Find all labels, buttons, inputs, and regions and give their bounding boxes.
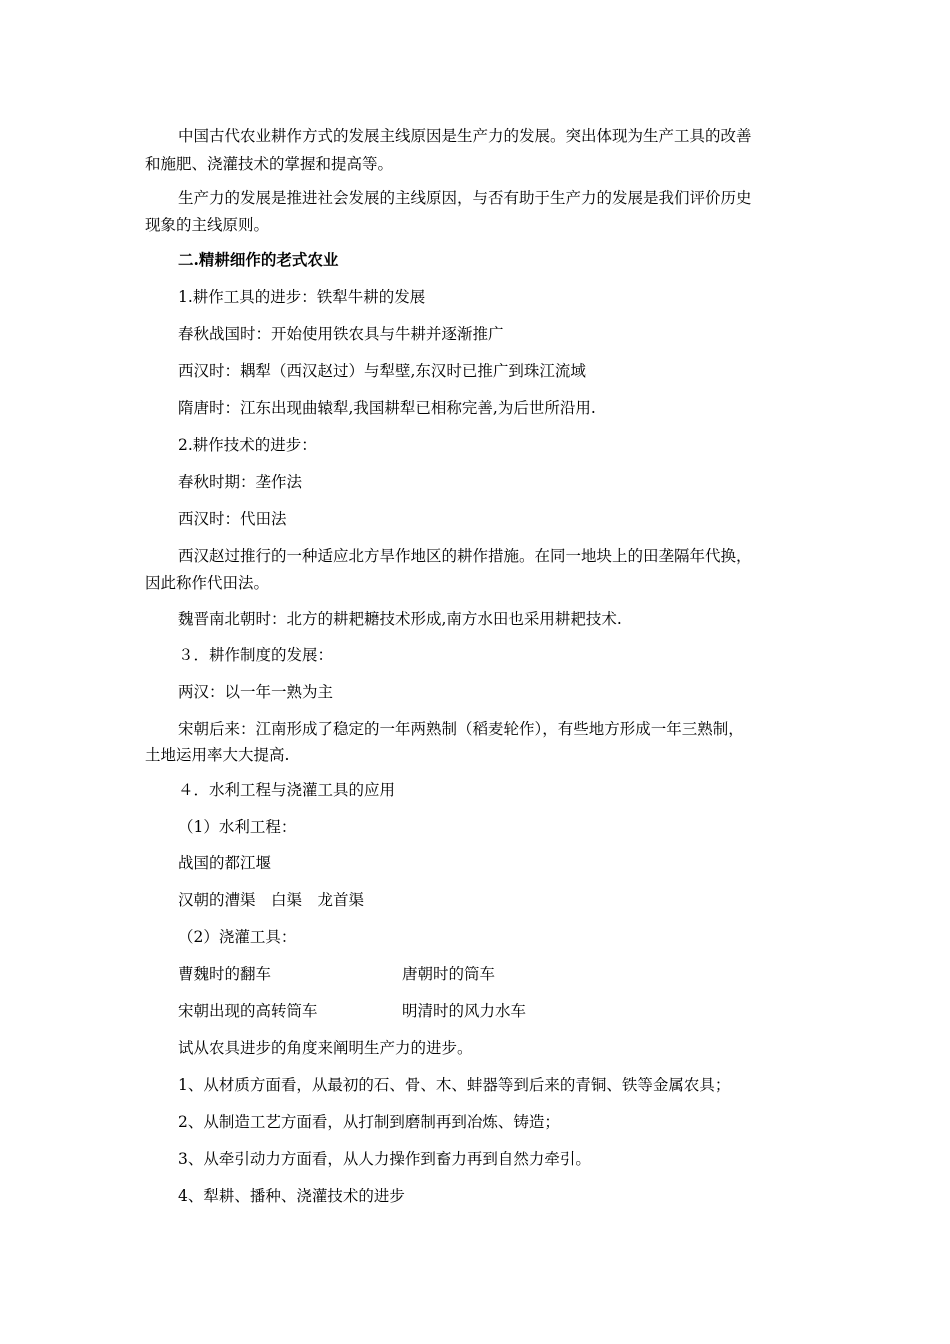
paragraph-line: 西汉时：耦犁（西汉赵过）与犁壁,东汉时已推广到珠江流域 [178,362,586,380]
paragraph-line: 4、犁耕、播种、浇灌技术的进步 [178,1187,405,1205]
paragraph-line: 两汉：以一年一熟为主 [178,683,334,701]
section-heading: 二.精耕细作的老式农业 [178,250,339,269]
paragraph-line: 1.耕作工具的进步：铁犁牛耕的发展 [178,288,426,306]
paragraph-line: 2、从制造工艺方面看，从打制到磨制再到冶炼、铸造； [178,1113,560,1131]
paragraph-line: 西汉时：代田法 [178,510,287,528]
paragraph-line: 魏晋南北朝时：北方的耕耙耱技术形成,南方水田也采用耕耙技术. [178,610,622,628]
paragraph-line: ４．水利工程与浇灌工具的应用 [178,781,396,799]
irrigation-tool-item: 曹魏时的翻车 [178,965,272,983]
paragraph-line: 春秋时期：垄作法 [178,473,303,491]
paragraph-line: 现象的主线原则。 [145,216,270,234]
paragraph-line: （2）浇灌工具： [178,928,297,946]
paragraph-line: 隋唐时：江东出现曲辕犁,我国耕犁已相称完善,为后世所沿用. [178,399,596,417]
paragraph-line: 2.耕作技术的进步： [178,436,317,454]
paragraph-line: 西汉赵过推行的一种适应北方旱作地区的耕作措施。在同一地块上的田垄隔年代换， [178,547,752,565]
paragraph-line: ３．耕作制度的发展： [178,646,334,664]
irrigation-tool-item: 唐朝时的筒车 [402,965,496,983]
paragraph-line: 因此称作代田法。 [145,574,270,592]
paragraph-line: （1）水利工程： [178,818,297,836]
paragraph-line: 战国的都江堰 [178,854,272,872]
paragraph-line: 3、从牵引动力方面看，从人力操作到畜力再到自然力牵引。 [178,1150,591,1168]
irrigation-tool-item: 宋朝出现的高转筒车 [178,1002,318,1020]
paragraph-line: 试从农具进步的角度来阐明生产力的进步。 [178,1039,473,1057]
paragraph-line: 生产力的发展是推进社会发展的主线原因，与否有助于生产力的发展是我们评价历史 [178,189,752,207]
paragraph-line: 春秋战国时：开始使用铁农具与牛耕并逐渐推广 [178,325,504,343]
paragraph-line: 汉朝的漕渠 白渠 龙首渠 [178,891,365,909]
paragraph-line: 土地运用率大大提高. [145,746,290,764]
paragraph-line: 宋朝后来：江南形成了稳定的一年两熟制（稻麦轮作），有些地方形成一年三熟制， [178,720,744,738]
paragraph-line: 和施肥、浇灌技术的掌握和提高等。 [145,155,394,173]
paragraph-line: 1、从材质方面看，从最初的石、骨、木、蚌器等到后来的青铜、铁等金属农具； [178,1076,731,1094]
paragraph-line: 中国古代农业耕作方式的发展主线原因是生产力的发展。突出体现为生产工具的改善 [178,127,752,145]
irrigation-tool-item: 明清时的风力水车 [402,1002,527,1020]
